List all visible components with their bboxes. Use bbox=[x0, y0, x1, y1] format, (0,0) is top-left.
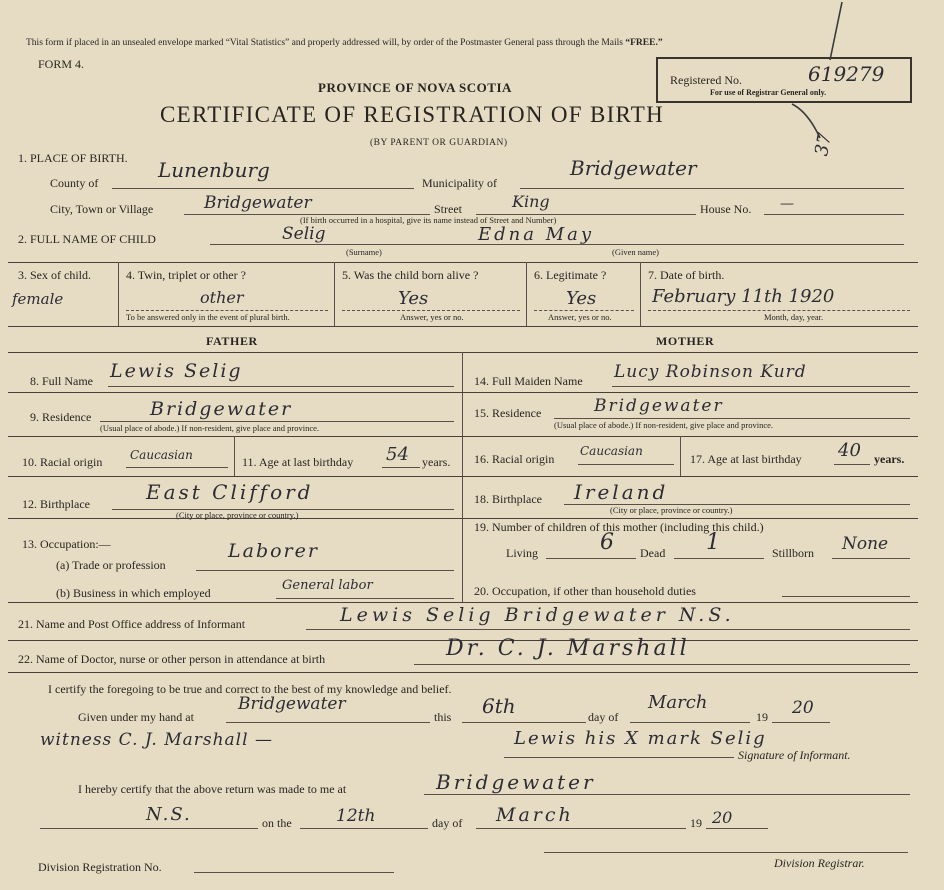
registrar-year-line bbox=[706, 828, 768, 829]
mother-age-line bbox=[834, 464, 870, 465]
rule-name-row bbox=[8, 392, 918, 393]
hospital-note: (If birth occurred in a hospital, give its name instead of Street and Number) bbox=[300, 215, 557, 225]
pencil-mark-icon bbox=[758, 0, 858, 140]
mother-birthplace-value: Ireland bbox=[574, 480, 669, 504]
county-value: Lunenburg bbox=[158, 158, 270, 182]
birth-date-label: 7. Date of birth. bbox=[648, 268, 725, 282]
informant-label: 21. Name and Post Office address of Informant bbox=[18, 617, 246, 631]
division-registration-line bbox=[194, 872, 394, 873]
municipality-value: Bridgewater bbox=[570, 156, 697, 180]
mother-name-label: 14. Full Maiden Name bbox=[474, 374, 583, 388]
witness-signature: witness C. J. Marshall — bbox=[40, 730, 273, 750]
mother-occupation-line bbox=[782, 596, 910, 597]
mother-residence-note: (Usual place of abode.) If non-resident, give place and province. bbox=[554, 420, 774, 430]
street-value: King bbox=[512, 192, 550, 211]
rule-doctor bbox=[8, 672, 918, 673]
birth-date-note: Month, day, year. bbox=[764, 312, 824, 322]
father-residence-note: (Usual place of abode.) If non-resident, give place and province. bbox=[100, 423, 320, 433]
mother-racial-value: Caucasian bbox=[580, 444, 643, 458]
father-age-value: 54 bbox=[386, 444, 409, 465]
father-business-label: (b) Business in which employed bbox=[56, 586, 211, 600]
mother-age-value: 40 bbox=[838, 440, 861, 461]
alive-value: Yes bbox=[398, 288, 429, 309]
mother-occupation-label: 20. Occupation, if other than household duties bbox=[474, 584, 696, 598]
mother-birthplace-note: (City or place, province or country.) bbox=[610, 505, 733, 515]
mother-name-value: Lucy Robinson Kurd bbox=[614, 362, 807, 382]
father-racial-value: Caucasian bbox=[130, 448, 193, 462]
signature-label: Signature of Informant. bbox=[738, 748, 851, 762]
father-birthplace-note: (City or place, province or country.) bbox=[176, 510, 299, 520]
father-business-line bbox=[276, 598, 454, 599]
rule-residence-row bbox=[8, 436, 918, 437]
municipality-line bbox=[520, 188, 904, 189]
father-racial-label: 10. Racial origin bbox=[22, 455, 103, 469]
house-line bbox=[764, 214, 904, 215]
mother-stillborn-value: None bbox=[842, 534, 889, 554]
certify-text: I certify the foregoing to be true and correct to the best of my knowledge and belief. bbox=[48, 682, 452, 696]
street-label: Street bbox=[434, 202, 462, 216]
child-given-name: Edna May bbox=[478, 224, 595, 245]
mother-birthplace-label: 18. Birthplace bbox=[474, 492, 542, 506]
rule-parents-bottom bbox=[8, 602, 918, 603]
doctor-line bbox=[414, 664, 910, 665]
registrar-text: I hereby certify that the above return was made to me at bbox=[78, 782, 347, 796]
registrar-day-line bbox=[300, 828, 428, 829]
rule-birthplace-row bbox=[8, 518, 918, 519]
place-heading: 1. PLACE OF BIRTH. bbox=[18, 151, 128, 165]
mother-living-line bbox=[546, 558, 636, 559]
rule-racial-row bbox=[8, 476, 918, 477]
form-number: FORM 4. bbox=[38, 57, 85, 71]
father-name-label: 8. Full Name bbox=[30, 374, 93, 388]
registrar-month-line bbox=[476, 828, 686, 829]
given-year-value: 20 bbox=[792, 698, 814, 718]
alive-label: 5. Was the child born alive ? bbox=[342, 268, 479, 282]
division-registration-label: Division Registration No. bbox=[38, 860, 162, 874]
registered-value: 619279 bbox=[808, 62, 885, 86]
father-trade-line bbox=[196, 570, 454, 571]
county-label: County of bbox=[50, 176, 99, 190]
house-label: House No. bbox=[700, 202, 752, 216]
given-at-label: Given under my hand at bbox=[78, 710, 194, 724]
divider-5-6 bbox=[526, 262, 527, 326]
given-at-value: Bridgewater bbox=[238, 694, 346, 714]
father-age-line bbox=[382, 467, 420, 468]
father-residence-value: Bridgewater bbox=[150, 398, 293, 420]
registrar-place-line bbox=[424, 794, 910, 795]
given-at-line bbox=[226, 722, 430, 723]
given-name-note: (Given name) bbox=[612, 247, 659, 257]
registrar-year-prefix: 19 bbox=[690, 816, 702, 830]
rule-parents-top bbox=[8, 352, 918, 353]
divider-4-5 bbox=[334, 262, 335, 326]
given-month-value: March bbox=[648, 692, 708, 713]
mother-living-value: 6 bbox=[600, 530, 614, 555]
father-residence-label: 9. Residence bbox=[30, 410, 92, 424]
mother-heading: MOTHER bbox=[656, 334, 715, 348]
father-racial-line bbox=[126, 467, 228, 468]
mother-age-label: 17. Age at last birthday bbox=[690, 452, 802, 466]
father-business-value: General labor bbox=[282, 578, 373, 593]
father-age-divider bbox=[234, 436, 235, 476]
mother-racial-label: 16. Racial origin bbox=[474, 452, 555, 466]
twin-note: To be answered only in the event of plural birth. bbox=[126, 312, 290, 322]
father-trade-value: Laborer bbox=[228, 540, 319, 562]
given-day-line bbox=[462, 722, 586, 723]
father-age-unit: years. bbox=[422, 455, 451, 469]
mother-name-line bbox=[612, 386, 910, 387]
legitimate-value: Yes bbox=[566, 288, 597, 309]
parents-divider bbox=[462, 352, 463, 602]
mother-dead-value: 1 bbox=[706, 530, 720, 555]
alive-note: Answer, yes or no. bbox=[400, 312, 464, 322]
registrar-day-of-label: day of bbox=[432, 816, 463, 830]
divider-3-4 bbox=[118, 262, 119, 326]
registrar-day-value: 12th bbox=[336, 806, 376, 826]
registered-label: Registered No. bbox=[670, 73, 742, 87]
given-year-prefix: 19 bbox=[756, 710, 768, 724]
father-name-value: Lewis Selig bbox=[110, 360, 243, 382]
mother-age-unit: years. bbox=[874, 452, 905, 466]
mother-age-divider bbox=[680, 436, 681, 476]
doctor-value: Dr. C. J. Marshall bbox=[446, 636, 690, 661]
mother-residence-value: Bridgewater bbox=[594, 396, 724, 416]
corner-mark: 37 bbox=[811, 131, 836, 158]
father-birthplace-label: 12. Birthplace bbox=[22, 497, 90, 511]
registered-note: For use of Registrar General only. bbox=[710, 88, 827, 97]
city-label: City, Town or Village bbox=[50, 202, 154, 216]
informant-value: Lewis Selig Bridgewater N.S. bbox=[340, 604, 735, 626]
mother-dead-label: Dead bbox=[640, 546, 666, 560]
father-heading: FATHER bbox=[206, 334, 258, 348]
doctor-label: 22. Name of Doctor, nurse or other person in attendance at birth bbox=[18, 652, 326, 666]
house-value: — bbox=[780, 196, 794, 212]
rule-row3-bottom bbox=[8, 326, 918, 327]
sex-value: female bbox=[12, 290, 64, 308]
given-this-label: this bbox=[434, 710, 452, 724]
birth-date-value: February 11th 1920 bbox=[652, 286, 835, 307]
father-birthplace-value: East Clifford bbox=[146, 480, 314, 504]
legitimate-line bbox=[534, 310, 634, 311]
legitimate-note: Answer, yes or no. bbox=[548, 312, 612, 322]
division-registrar-line bbox=[544, 852, 908, 853]
surname-note: (Surname) bbox=[346, 247, 382, 257]
registrar-on-label: on the bbox=[262, 816, 292, 830]
mother-stillborn-label: Stillborn bbox=[772, 546, 815, 560]
page-title: CERTIFICATE OF REGISTRATION OF BIRTH bbox=[160, 102, 665, 127]
alive-line bbox=[342, 310, 520, 311]
rule-row3-top bbox=[8, 262, 918, 263]
father-trade-label: (a) Trade or profession bbox=[56, 558, 166, 572]
divider-6-7 bbox=[640, 262, 641, 326]
registrar-month-value: March bbox=[496, 804, 574, 826]
province-heading: PROVINCE OF NOVA SCOTIA bbox=[318, 80, 512, 95]
father-age-label: 11. Age at last birthday bbox=[242, 455, 354, 469]
twin-value: other bbox=[200, 288, 244, 307]
birth-date-line bbox=[648, 310, 910, 311]
father-name-line bbox=[108, 386, 454, 387]
mother-residence-label: 15. Residence bbox=[474, 406, 542, 420]
given-month-line bbox=[630, 722, 750, 723]
registrar-prov-line bbox=[40, 828, 258, 829]
city-value: Bridgewater bbox=[204, 193, 312, 213]
given-year-line bbox=[772, 722, 830, 723]
given-day-of-label: day of bbox=[588, 710, 619, 724]
child-name-label: 2. FULL NAME OF CHILD bbox=[18, 232, 156, 246]
county-line bbox=[112, 188, 414, 189]
mother-residence-line bbox=[554, 418, 910, 419]
registrar-place-value: Bridgewater bbox=[436, 770, 596, 794]
mail-notice-free: “FREE.” bbox=[625, 38, 663, 48]
mother-stillborn-line bbox=[832, 558, 910, 559]
mother-living-label: Living bbox=[506, 546, 538, 560]
page-subtitle: (BY PARENT OR GUARDIAN) bbox=[370, 138, 508, 148]
twin-label: 4. Twin, triplet or other ? bbox=[126, 268, 246, 282]
registrar-prov-value: N.S. bbox=[146, 804, 192, 825]
signature-line bbox=[504, 757, 734, 758]
municipality-label: Municipality of bbox=[422, 176, 497, 190]
informant-line bbox=[306, 629, 910, 630]
father-residence-line bbox=[100, 421, 454, 422]
mail-notice-text: This form if placed in an unsealed envelope marked “Vital Statistics” and properly addressed will, by order of the Postmaster General pass through the Mails bbox=[26, 38, 623, 48]
given-day-value: 6th bbox=[482, 694, 516, 718]
mother-children-label: 19. Number of children of this mother (including this child.) bbox=[474, 520, 764, 534]
division-registrar-label: Division Registrar. bbox=[774, 856, 865, 870]
informant-signature: Lewis his X mark Selig bbox=[514, 728, 767, 749]
father-occupation-label: 13. Occupation:— bbox=[22, 537, 111, 551]
registrar-year-value: 20 bbox=[712, 808, 733, 827]
mother-racial-line bbox=[578, 464, 674, 465]
mail-notice bbox=[26, 38, 663, 48]
sex-label: 3. Sex of child. bbox=[18, 268, 91, 282]
legitimate-label: 6. Legitimate ? bbox=[534, 268, 607, 282]
child-surname: Selig bbox=[282, 224, 326, 244]
twin-line bbox=[126, 310, 328, 311]
mother-dead-line bbox=[674, 558, 764, 559]
